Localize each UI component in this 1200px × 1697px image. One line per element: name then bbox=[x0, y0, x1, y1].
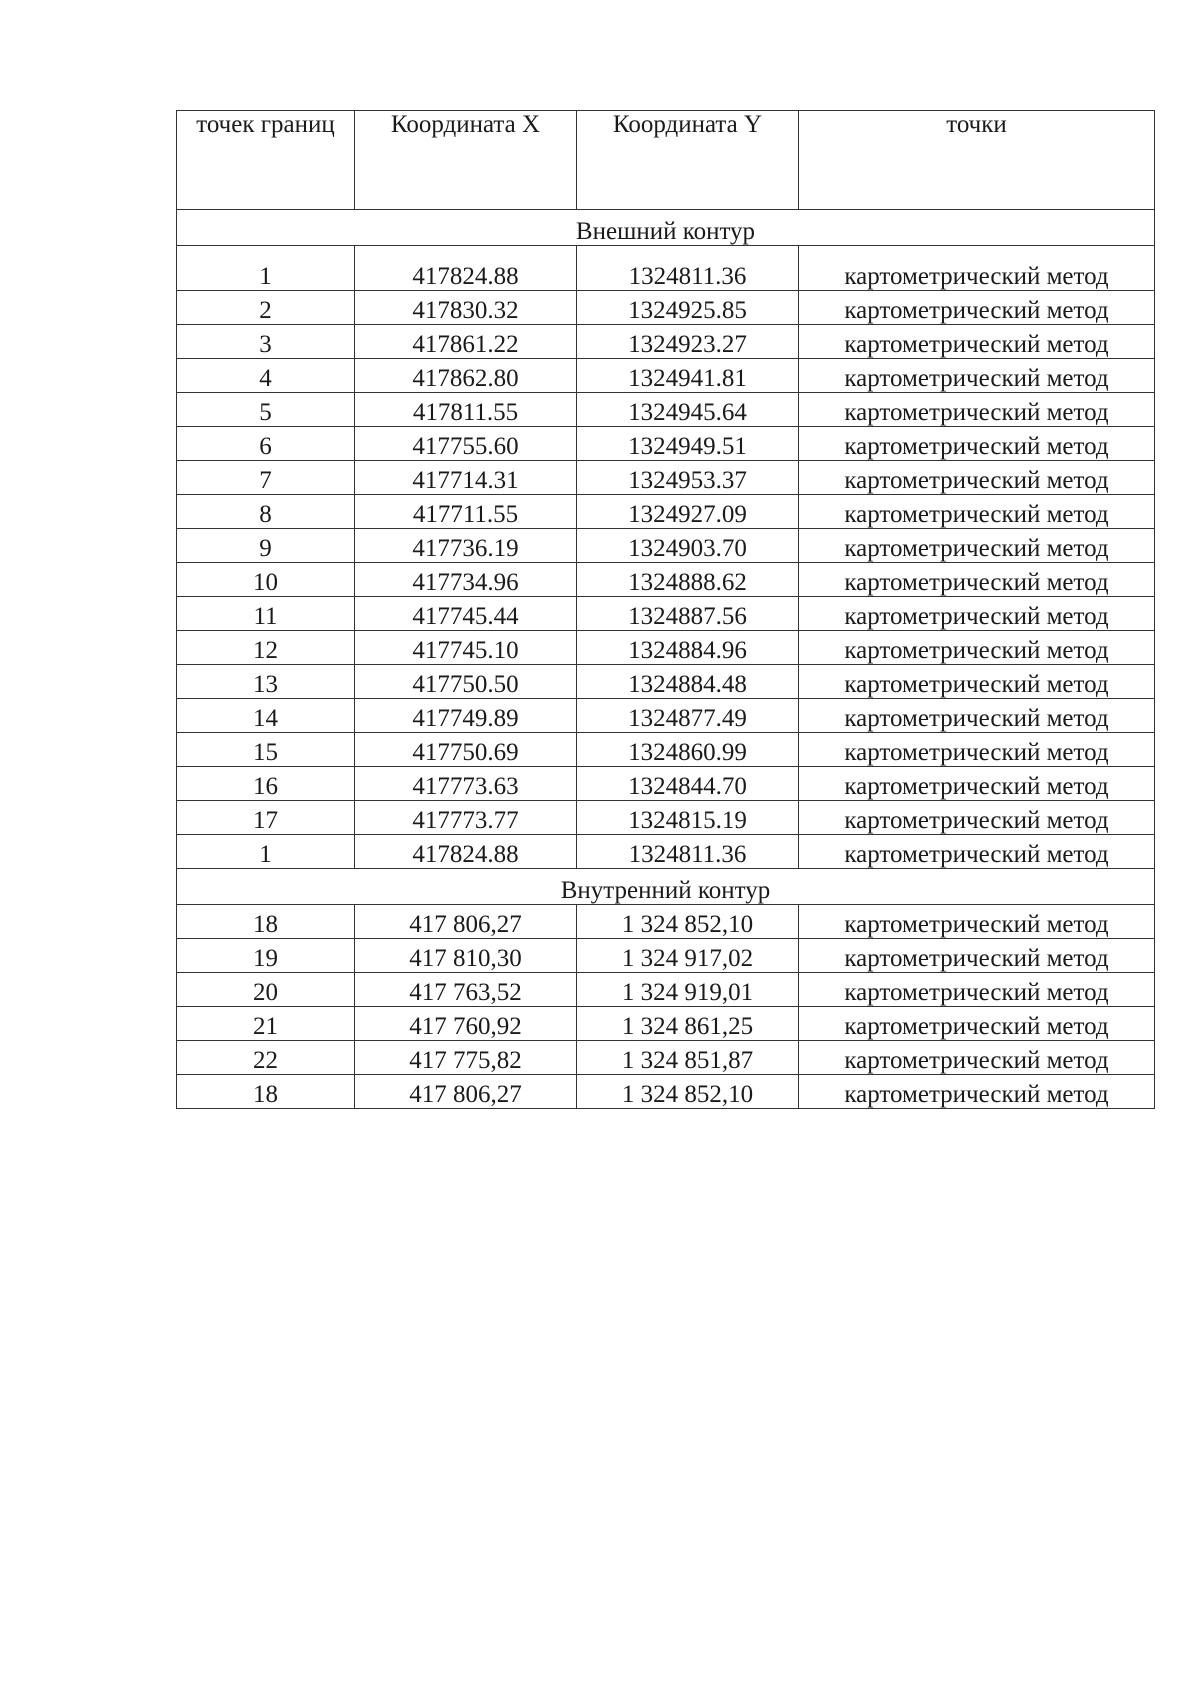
coordinate-y-cell: 1 324 917,02 bbox=[577, 939, 799, 973]
coordinate-y-cell: 1324811.36 bbox=[577, 246, 799, 291]
method-cell: картометрический метод bbox=[799, 835, 1155, 869]
table-row bbox=[177, 461, 1155, 495]
coordinate-x-cell: 417749.89 bbox=[355, 699, 577, 733]
method-cell: картометрический метод bbox=[799, 665, 1155, 699]
table-row bbox=[177, 905, 1155, 939]
point-number-cell: 5 bbox=[177, 393, 355, 427]
coordinate-x-cell: 417861.22 bbox=[355, 325, 577, 359]
coordinate-x-cell: 417 806,27 bbox=[355, 905, 577, 939]
coordinate-y-cell: 1324945.64 bbox=[577, 393, 799, 427]
table-row bbox=[177, 1007, 1155, 1041]
coordinate-x-cell: 417711.55 bbox=[355, 495, 577, 529]
method-cell: картометрический метод bbox=[799, 461, 1155, 495]
table-row bbox=[177, 1041, 1155, 1075]
method-cell: картометрический метод bbox=[799, 905, 1155, 939]
method-cell: картометрический метод bbox=[799, 393, 1155, 427]
coordinate-x-cell: 417 760,92 bbox=[355, 1007, 577, 1041]
header-row bbox=[177, 111, 1155, 210]
point-number-cell: 20 bbox=[177, 973, 355, 1007]
coordinates-table bbox=[176, 110, 1155, 1109]
point-number-cell: 3 bbox=[177, 325, 355, 359]
table-row bbox=[177, 733, 1155, 767]
method-cell: картометрический метод bbox=[799, 597, 1155, 631]
coordinate-y-cell: 1 324 851,87 bbox=[577, 1041, 799, 1075]
table-row bbox=[177, 563, 1155, 597]
coordinate-y-cell: 1324953.37 bbox=[577, 461, 799, 495]
point-number-cell: 12 bbox=[177, 631, 355, 665]
coordinate-x-cell: 417811.55 bbox=[355, 393, 577, 427]
coordinate-y-cell: 1 324 919,01 bbox=[577, 973, 799, 1007]
coordinate-y-cell: 1324815.19 bbox=[577, 801, 799, 835]
method-cell: картометрический метод bbox=[799, 699, 1155, 733]
header-method: точки bbox=[799, 111, 1155, 210]
table-row bbox=[177, 1075, 1155, 1109]
method-cell: картометрический метод bbox=[799, 973, 1155, 1007]
method-cell: картометрический метод bbox=[799, 733, 1155, 767]
header-point: точек границ bbox=[177, 111, 355, 210]
table-row bbox=[177, 359, 1155, 393]
method-cell: картометрический метод bbox=[799, 801, 1155, 835]
coordinate-y-cell: 1324949.51 bbox=[577, 427, 799, 461]
method-cell: картометрический метод bbox=[799, 939, 1155, 973]
method-cell: картометрический метод bbox=[799, 246, 1155, 291]
table-row bbox=[177, 427, 1155, 461]
point-number-cell: 6 bbox=[177, 427, 355, 461]
coordinate-y-cell: 1 324 852,10 bbox=[577, 905, 799, 939]
coordinate-x-cell: 417714.31 bbox=[355, 461, 577, 495]
table-row bbox=[177, 597, 1155, 631]
coordinate-y-cell: 1 324 852,10 bbox=[577, 1075, 799, 1109]
method-cell: картометрический метод bbox=[799, 1041, 1155, 1075]
table-row bbox=[177, 699, 1155, 733]
coordinate-y-cell: 1324811.36 bbox=[577, 835, 799, 869]
table-row bbox=[177, 767, 1155, 801]
point-number-cell: 18 bbox=[177, 1075, 355, 1109]
method-cell: картометрический метод bbox=[799, 291, 1155, 325]
coordinate-y-cell: 1324887.56 bbox=[577, 597, 799, 631]
section-row bbox=[177, 210, 1155, 246]
header-coordinate-y: Координата Y bbox=[577, 111, 799, 210]
point-number-cell: 2 bbox=[177, 291, 355, 325]
point-number-cell: 18 bbox=[177, 905, 355, 939]
coordinate-x-cell: 417 806,27 bbox=[355, 1075, 577, 1109]
point-number-cell: 17 bbox=[177, 801, 355, 835]
table-row bbox=[177, 246, 1155, 291]
table-row bbox=[177, 665, 1155, 699]
coordinate-x-cell: 417750.50 bbox=[355, 665, 577, 699]
coordinate-y-cell: 1324860.99 bbox=[577, 733, 799, 767]
coordinate-x-cell: 417773.77 bbox=[355, 801, 577, 835]
method-cell: картометрический метод bbox=[799, 1075, 1155, 1109]
section-title: Внешний контур bbox=[177, 210, 1155, 246]
coordinate-y-cell: 1324884.48 bbox=[577, 665, 799, 699]
table-row bbox=[177, 291, 1155, 325]
coordinate-y-cell: 1324844.70 bbox=[577, 767, 799, 801]
point-number-cell: 15 bbox=[177, 733, 355, 767]
section-row bbox=[177, 869, 1155, 905]
coordinate-x-cell: 417745.44 bbox=[355, 597, 577, 631]
point-number-cell: 10 bbox=[177, 563, 355, 597]
coordinate-y-cell: 1 324 861,25 bbox=[577, 1007, 799, 1041]
table-row bbox=[177, 835, 1155, 869]
header-coordinate-x: Координата X bbox=[355, 111, 577, 210]
table-row bbox=[177, 495, 1155, 529]
coordinate-y-cell: 1324927.09 bbox=[577, 495, 799, 529]
point-number-cell: 9 bbox=[177, 529, 355, 563]
coordinate-x-cell: 417824.88 bbox=[355, 835, 577, 869]
method-cell: картометрический метод bbox=[799, 529, 1155, 563]
method-cell: картометрический метод bbox=[799, 325, 1155, 359]
point-number-cell: 11 bbox=[177, 597, 355, 631]
table-row bbox=[177, 529, 1155, 563]
point-number-cell: 1 bbox=[177, 835, 355, 869]
coordinate-x-cell: 417755.60 bbox=[355, 427, 577, 461]
coordinate-x-cell: 417824.88 bbox=[355, 246, 577, 291]
table-row bbox=[177, 939, 1155, 973]
section-title: Внутренний контур bbox=[177, 869, 1155, 905]
coordinate-y-cell: 1324941.81 bbox=[577, 359, 799, 393]
coordinate-y-cell: 1324884.96 bbox=[577, 631, 799, 665]
point-number-cell: 4 bbox=[177, 359, 355, 393]
point-number-cell: 14 bbox=[177, 699, 355, 733]
point-number-cell: 19 bbox=[177, 939, 355, 973]
table-row bbox=[177, 801, 1155, 835]
coordinate-x-cell: 417736.19 bbox=[355, 529, 577, 563]
table-row bbox=[177, 973, 1155, 1007]
table-body bbox=[177, 210, 1155, 1109]
method-cell: картометрический метод bbox=[799, 359, 1155, 393]
coordinate-y-cell: 1324888.62 bbox=[577, 563, 799, 597]
point-number-cell: 8 bbox=[177, 495, 355, 529]
table-row bbox=[177, 393, 1155, 427]
coordinate-x-cell: 417 810,30 bbox=[355, 939, 577, 973]
method-cell: картометрический метод bbox=[799, 495, 1155, 529]
coordinate-x-cell: 417734.96 bbox=[355, 563, 577, 597]
coordinate-x-cell: 417830.32 bbox=[355, 291, 577, 325]
point-number-cell: 7 bbox=[177, 461, 355, 495]
point-number-cell: 16 bbox=[177, 767, 355, 801]
method-cell: картометрический метод bbox=[799, 427, 1155, 461]
coordinate-x-cell: 417750.69 bbox=[355, 733, 577, 767]
point-number-cell: 22 bbox=[177, 1041, 355, 1075]
coordinate-y-cell: 1324877.49 bbox=[577, 699, 799, 733]
table-row bbox=[177, 325, 1155, 359]
coordinate-y-cell: 1324925.85 bbox=[577, 291, 799, 325]
coordinate-x-cell: 417 763,52 bbox=[355, 973, 577, 1007]
coordinate-y-cell: 1324923.27 bbox=[577, 325, 799, 359]
table-row bbox=[177, 631, 1155, 665]
method-cell: картометрический метод bbox=[799, 563, 1155, 597]
point-number-cell: 1 bbox=[177, 246, 355, 291]
method-cell: картометрический метод bbox=[799, 631, 1155, 665]
coordinate-x-cell: 417745.10 bbox=[355, 631, 577, 665]
coordinate-x-cell: 417773.63 bbox=[355, 767, 577, 801]
point-number-cell: 21 bbox=[177, 1007, 355, 1041]
method-cell: картометрический метод bbox=[799, 767, 1155, 801]
method-cell: картометрический метод bbox=[799, 1007, 1155, 1041]
coordinate-x-cell: 417 775,82 bbox=[355, 1041, 577, 1075]
coordinate-x-cell: 417862.80 bbox=[355, 359, 577, 393]
point-number-cell: 13 bbox=[177, 665, 355, 699]
coordinate-y-cell: 1324903.70 bbox=[577, 529, 799, 563]
